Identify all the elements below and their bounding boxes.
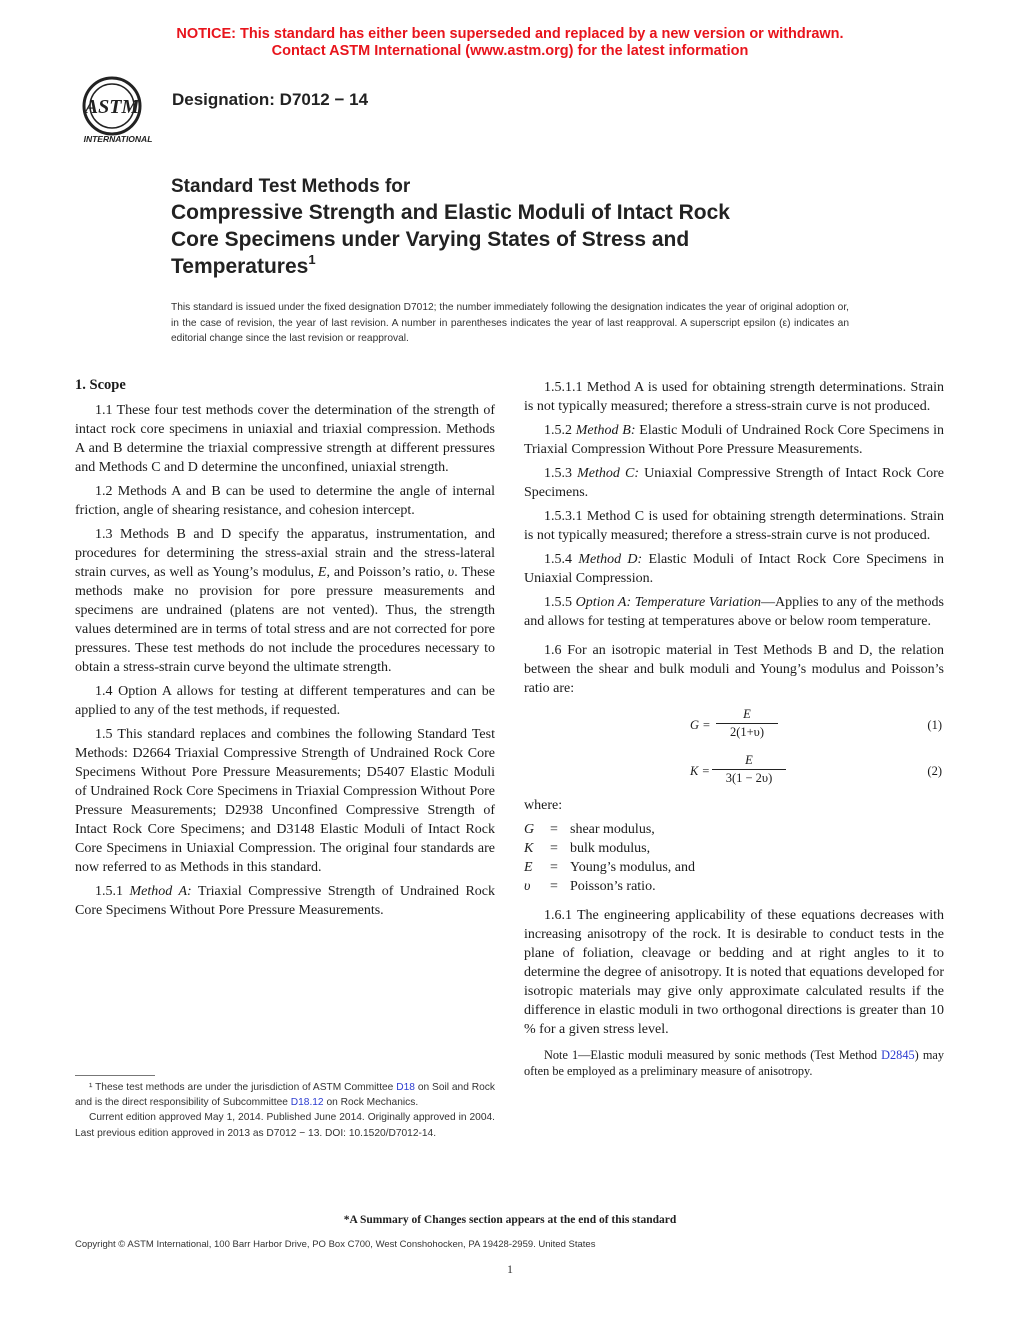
para-1-1: 1.1 These four test methods cover the determination of the strength of intact rock core specimens in uniaxial and triaxial compression. Methods A and B determine the triaxial compressive strength at different pressures and Methods C and D determine the unconfined, uniaxial strength. [75, 403, 495, 475]
title-line-3: Core Specimens under Varying States of Stress and [171, 228, 690, 251]
para-1-6-1: 1.6.1 The engineering applicability of these equations decreases with increasing anisotropy of the rock. It is desirable to conduct tests in the plane of foliation, cleavage or bedding and at right angles to it to determine the degree of anisotropy. It is noted that equations developed for isotropic materials may give only approximate calculated results if the difference in elastic moduli in two orthogonal directions is greater than 10 % for a given stress level. [524, 908, 944, 1037]
intro-paragraph: This standard is issued under the fixed designation D7012; the number immediately following the designation indicates the year of original adoption or, in the case of revision, the year of last revision. A number in parentheses indicates the year of last reapproval. A superscript epsilon (ε) indicates an editorial change since the last revision or reapproval. [171, 302, 849, 344]
title-line-1: Standard Test Methods for [171, 176, 411, 197]
symbol-row: K = bulk modulus, [524, 841, 651, 856]
designation: Designation: D7012 − 14 [172, 90, 369, 109]
where-label: where: [524, 798, 563, 813]
eq1-lhs: G = [690, 718, 711, 732]
para-1-5-1-1: 1.5.1.1 Method A is used for obtaining strength determinations. Strain is not typically measured; therefore a stress-strain curve is not produced. [524, 380, 944, 414]
eq1-numerator: E [716, 706, 778, 724]
title-line-2: Compressive Strength and Elastic Moduli of Intact Rock [171, 201, 730, 224]
para-1-5-5: 1.5.5 Option A: Temperature Variation—Applies to any of the methods and allows for testing at temperatures above or below room temperature. [524, 595, 944, 629]
eq1-number: (1) [927, 718, 942, 732]
logo-subtext: INTERNATIONAL [83, 134, 153, 144]
notice-line-1: NOTICE: This standard has either been superseded and replaced by a new version or withdrawn. [176, 26, 844, 42]
link-d2845[interactable]: D2845 [881, 1048, 915, 1062]
page-number: 1 [507, 1262, 513, 1276]
notice-line-2: Contact ASTM International (www.astm.org) for the latest information [271, 43, 749, 59]
title-footnote-mark: 1 [308, 252, 316, 267]
summary-of-changes-note: *A Summary of Changes section appears at the end of this standard [343, 1214, 677, 1226]
eq2-denominator: 3(1 − 2υ) [725, 771, 773, 785]
eq2-fraction [712, 752, 786, 786]
right-column [524, 378, 944, 1079]
eq2-numerator: E [712, 752, 786, 770]
left-column [75, 376, 495, 925]
symbol-row: G = shear modulus, [524, 822, 655, 837]
copyright: Copyright © ASTM International, 100 Barr Harbor Drive, PO Box C700, West Conshohocken, PA 19428-2959. United States [75, 1239, 596, 1250]
link-d18[interactable]: D18 [396, 1082, 415, 1093]
footnote-1: ¹ These test methods are under the jurisdiction of ASTM Committee D18 on Soil and Rock and is the direct responsibility of Subcommittee D18.12 on Rock Mechanics. [75, 1082, 495, 1109]
para-1-5-3-1: 1.5.3.1 Method C is used for obtaining strength determinations. Strain is not typically measured; therefore a stress-strain curve is not produced. [524, 509, 944, 543]
eq1-denominator: 2(1+υ) [729, 725, 765, 739]
symbol-row: υ = Poisson’s ratio. [524, 879, 656, 894]
para-1-4: 1.4 Option A allows for testing at different temperatures and can be applied to any of the test methods, if requested. [75, 684, 495, 718]
para-1-2: 1.2 Methods A and B can be used to determine the angle of internal friction, angle of shearing resistance, and cohesion intercept. [75, 484, 495, 518]
link-d18-12[interactable]: D18.12 [290, 1097, 324, 1109]
supersede-notice [0, 26, 1020, 60]
para-1-5-4: 1.5.4 Method D: Elastic Moduli of Intact Rock Core Specimens in Uniaxial Compression. [524, 552, 944, 586]
symbol-list [524, 820, 944, 896]
section-heading-scope: 1. Scope [75, 377, 126, 393]
para-1-5: 1.5 This standard replaces and combines the following Standard Test Methods: D2664 Triaxial Compressive Strength of Undrained Rock Core Specimens Without Pore Pressure Measurements; D5407 Elastic Moduli of Undrained Rock Core Specimens in Triaxial Compression Without Pore Pressure Measurements; D2938 Unconfined Compressive Strength of Intact Rock Core Specimens; and D3148 Elastic Moduli of Intact Rock Core Specimens in Uniaxial Compression. The original four standards are now referred to as Methods in this standard. [75, 727, 495, 875]
logo-text: ASTM [84, 96, 140, 118]
footnote-divider [75, 1075, 155, 1076]
para-1-5-2: 1.5.2 Method B: Elastic Moduli of Undrained Rock Core Specimens in Triaxial Compression Without Pore Pressure Measurements. [524, 423, 945, 457]
para-1-6: 1.6 For an isotropic material in Test Methods B and D, the relation between the shear and bulk moduli and Young’s modulus and Poisson’s ratio are: [524, 643, 944, 696]
eq2-number: (2) [927, 764, 942, 778]
eq1-fraction [716, 706, 778, 740]
para-1-3: 1.3 Methods B and D specify the apparatus, instrumentation, and procedures for determining the stress-axial strain and the stress-lateral strain curves, as well as Young’s modulus, E, and Poisson’s ratio, υ. These methods make no provision for pore pressure measurements and specimens are undrained (platens are not vented). Thus, the strength values determined are in terms of total stress and are not corrected for pore pressures. These test methods do not include the procedures necessary to obtain a stress-strain curve beyond the ultimate strength. [75, 527, 495, 675]
para-1-5-1: 1.5.1 Method A: Triaxial Compressive Strength of Undrained Rock Core Specimens Without Pore Pressure Measurements. [75, 884, 495, 918]
symbol-row: E = Young’s modulus, and [524, 860, 695, 875]
para-1-5-3: 1.5.3 Method C: Uniaxial Compressive Strength of Intact Rock Core Specimens. [524, 466, 945, 500]
astm-logo [76, 76, 160, 146]
equation-2 [524, 752, 944, 790]
title-line-4: Temperatures [171, 255, 309, 278]
document-title [171, 174, 891, 280]
footnotes [75, 1080, 495, 1141]
note-1: Note 1—Elastic moduli measured by sonic methods (Test Method D2845) may often be employed as a preliminary measure of anisotropy. [524, 1048, 944, 1078]
footnote-edition: Current edition approved May 1, 2014. Published June 2014. Originally approved in 2004. Last previous edition approved in 2013 as D7012 − 13. DOI: 10.1520/D7012-14. [75, 1112, 495, 1139]
equation-1 [524, 706, 944, 744]
eq2-lhs: K = [690, 764, 710, 778]
